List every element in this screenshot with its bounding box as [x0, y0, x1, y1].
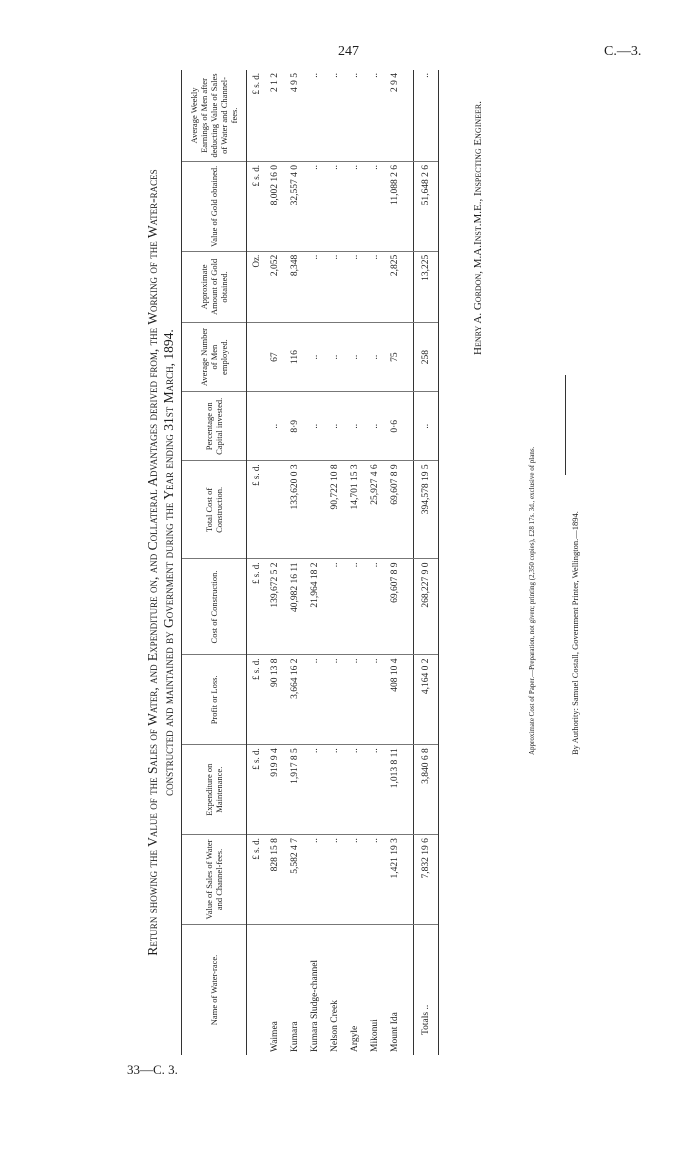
- unit-cell: [247, 392, 266, 461]
- cell-sales: ..: [345, 835, 365, 925]
- col-header-men: Average Number of Men employed.: [182, 323, 247, 392]
- paper-cost-note: Approximate Cost of Paper.—Preparation, not given; printing (2,350 copies), £28 17s. 3d., exclusive of plans.: [528, 446, 536, 755]
- cell-gold-oz: ..: [325, 251, 345, 322]
- cell-cost: 40,982 16 11: [285, 559, 305, 655]
- col-header-gold-value: Value of Gold obtained.: [182, 161, 247, 251]
- cell-earnings: ..: [365, 70, 385, 161]
- cell-total: 133,620 0 3: [285, 461, 305, 559]
- totals-label: Totals ..: [414, 924, 439, 1055]
- cell-earnings: 4 9 5: [285, 70, 305, 161]
- cell-gold-oz: 2,052: [265, 251, 285, 322]
- row-name: Mount Ida: [390, 1012, 400, 1052]
- row-name: Nelson Creek: [330, 1000, 340, 1052]
- cell-cost: 21,964 18 2: [305, 559, 325, 655]
- cell-men: ..: [325, 323, 345, 392]
- cell-profit: 408 10 4: [385, 655, 405, 745]
- total-profit: 4,164 0 2: [414, 655, 439, 745]
- water-race-return-table: [181, 70, 439, 1055]
- table-row: [325, 70, 345, 1055]
- total-total: 394,578 19 5: [414, 461, 439, 559]
- cell-earnings: ..: [325, 70, 345, 161]
- rotated-return-block: [145, 70, 580, 1055]
- cell-gold-oz: 2,825: [385, 251, 405, 322]
- cell-cost: 139,672 5 2: [265, 559, 285, 655]
- cell-sales: 5,582 4 7: [285, 835, 305, 925]
- page-number: 247: [338, 44, 359, 59]
- unit-cell: £ s. d.: [247, 559, 266, 655]
- total-maintenance: 3,840 6 8: [414, 745, 439, 835]
- col-header-total: Total Cost of Construction.: [182, 461, 247, 559]
- cell-sales: ..: [305, 835, 325, 925]
- cell-cost: ..: [345, 559, 365, 655]
- cell-gold-oz: ..: [345, 251, 365, 322]
- engineer-signature: Henry A. Gordon, M.A.Inst.M.E., Inspecting Engineer.: [472, 101, 484, 355]
- cell-gold-value: ..: [305, 161, 325, 251]
- cell-gold-value: 32,557 4 0: [285, 161, 305, 251]
- cell-men: 75: [385, 323, 405, 392]
- cell-maintenance: ..: [305, 745, 325, 835]
- total-gold-value: 51,648 2 6: [414, 161, 439, 251]
- total-cost: 268,227 9 0: [414, 559, 439, 655]
- cell-cost: ..: [325, 559, 345, 655]
- cell-total: [305, 461, 325, 559]
- row-name: Mikonui: [370, 1019, 380, 1052]
- cell-profit: ..: [365, 655, 385, 745]
- col-header-earnings: Average Weekly Earnings of Men after deducting Value of Sales of Water and Channel-fees.: [182, 70, 247, 161]
- divider-rule: [565, 375, 566, 475]
- table-row: [285, 70, 305, 1055]
- cell-sales: 1,421 19 3: [385, 835, 405, 925]
- cell-earnings: 2 1 2: [265, 70, 285, 161]
- table-row: [265, 70, 285, 1055]
- totals-row: [414, 70, 439, 1055]
- units-row: [247, 70, 266, 1055]
- cell-percentage: ..: [365, 392, 385, 461]
- cell-total: 69,607 8 9: [385, 461, 405, 559]
- cell-men: 116: [285, 323, 305, 392]
- unit-cell: £ s. d.: [247, 745, 266, 835]
- table-row: [365, 70, 385, 1055]
- cell-sales: ..: [365, 835, 385, 925]
- unit-cell: Oz.: [247, 251, 266, 322]
- total-men: 258: [414, 323, 439, 392]
- total-gold-oz: 13,225: [414, 251, 439, 322]
- total-percentage: ..: [414, 392, 439, 461]
- cell-cost: 69,607 8 9: [385, 559, 405, 655]
- cell-earnings: 2 9 4: [385, 70, 405, 161]
- title-line-1: Return showing the Value of the Sales of Water, and Expenditure on, and Collateral Advantages derived from, the Working of the Water-races: [145, 169, 160, 956]
- cell-maintenance: ..: [345, 745, 365, 835]
- cell-cost: ..: [365, 559, 385, 655]
- row-name: Kumara Sludge-channel: [310, 959, 320, 1052]
- row-name: Argyle: [350, 1025, 360, 1052]
- cell-profit: ..: [305, 655, 325, 745]
- cell-maintenance: ..: [365, 745, 385, 835]
- cell-gold-oz: 8,348: [285, 251, 305, 322]
- cell-percentage: 0·6: [385, 392, 405, 461]
- table-row: [385, 70, 405, 1055]
- col-header-cost: Cost of Construction.: [182, 559, 247, 655]
- cell-percentage: 8·9: [285, 392, 305, 461]
- cell-total: [265, 461, 285, 559]
- sheet-signature: 33—C. 3.: [127, 1062, 178, 1077]
- cell-profit: ..: [345, 655, 365, 745]
- row-name: Waimea: [270, 1021, 280, 1052]
- cell-maintenance: 1,013 8 11: [385, 745, 405, 835]
- unit-cell: £ s. d.: [247, 461, 266, 559]
- cell-gold-oz: ..: [365, 251, 385, 322]
- cell-total: 90,722 10 8: [325, 461, 345, 559]
- cell-sales: ..: [325, 835, 345, 925]
- cell-profit: 90 13 8: [265, 655, 285, 745]
- document-code: C.—3.: [604, 44, 642, 59]
- total-sales: 7,832 19 6: [414, 835, 439, 925]
- cell-gold-value: 8,002 16 0: [265, 161, 285, 251]
- cell-men: ..: [305, 323, 325, 392]
- cell-percentage: ..: [345, 392, 365, 461]
- printer-authority: By Authority: Samuel Costall, Government Printer, Wellington.—1894.: [570, 511, 580, 755]
- col-header-sales: Value of Sales of Water and Channel-fees.: [182, 835, 247, 925]
- table-row: [305, 70, 325, 1055]
- cell-percentage: ..: [265, 392, 285, 461]
- col-header-gold-oz: Approximate Amount of Gold obtained.: [182, 251, 247, 322]
- cell-men: 67: [265, 323, 285, 392]
- table-row: [345, 70, 365, 1055]
- col-header-name: Name of Water-race.: [182, 924, 247, 1055]
- cell-maintenance: 1,917 8 5: [285, 745, 305, 835]
- total-earnings: ..: [414, 70, 439, 161]
- return-title: [145, 70, 177, 1055]
- cell-profit: ..: [325, 655, 345, 745]
- cell-profit: 3,664 16 2: [285, 655, 305, 745]
- table-header-row: [182, 70, 247, 1055]
- cell-gold-value: ..: [345, 161, 365, 251]
- unit-cell: [247, 924, 266, 1055]
- cell-gold-value: ..: [325, 161, 345, 251]
- row-name: Kumara: [290, 1021, 300, 1052]
- cell-maintenance: 919 9 4: [265, 745, 285, 835]
- cell-maintenance: ..: [325, 745, 345, 835]
- cell-men: ..: [365, 323, 385, 392]
- cell-gold-value: 11,088 2 6: [385, 161, 405, 251]
- cell-sales: 828 15 8: [265, 835, 285, 925]
- unit-cell: £ s. d.: [247, 835, 266, 925]
- cell-earnings: ..: [345, 70, 365, 161]
- cell-gold-oz: ..: [305, 251, 325, 322]
- cell-percentage: ..: [305, 392, 325, 461]
- unit-cell: £ s. d.: [247, 161, 266, 251]
- cell-earnings: ..: [305, 70, 325, 161]
- cell-total: 14,701 15 3: [345, 461, 365, 559]
- title-line-2: constructed and maintained by Government during the Year ending 31st March, 1894.: [161, 329, 176, 796]
- spacer-row: [405, 70, 414, 1055]
- cell-percentage: ..: [325, 392, 345, 461]
- unit-cell: [247, 323, 266, 392]
- cell-total: 25,927 4 6: [365, 461, 385, 559]
- unit-cell: £ s. d.: [247, 70, 266, 161]
- cell-men: ..: [345, 323, 365, 392]
- col-header-maintenance: Expenditure on Maintenance.: [182, 745, 247, 835]
- cell-gold-value: ..: [365, 161, 385, 251]
- col-header-profit: Profit or Loss.: [182, 655, 247, 745]
- unit-cell: £ s. d.: [247, 655, 266, 745]
- col-header-percentage: Percentage on Capital invested.: [182, 392, 247, 461]
